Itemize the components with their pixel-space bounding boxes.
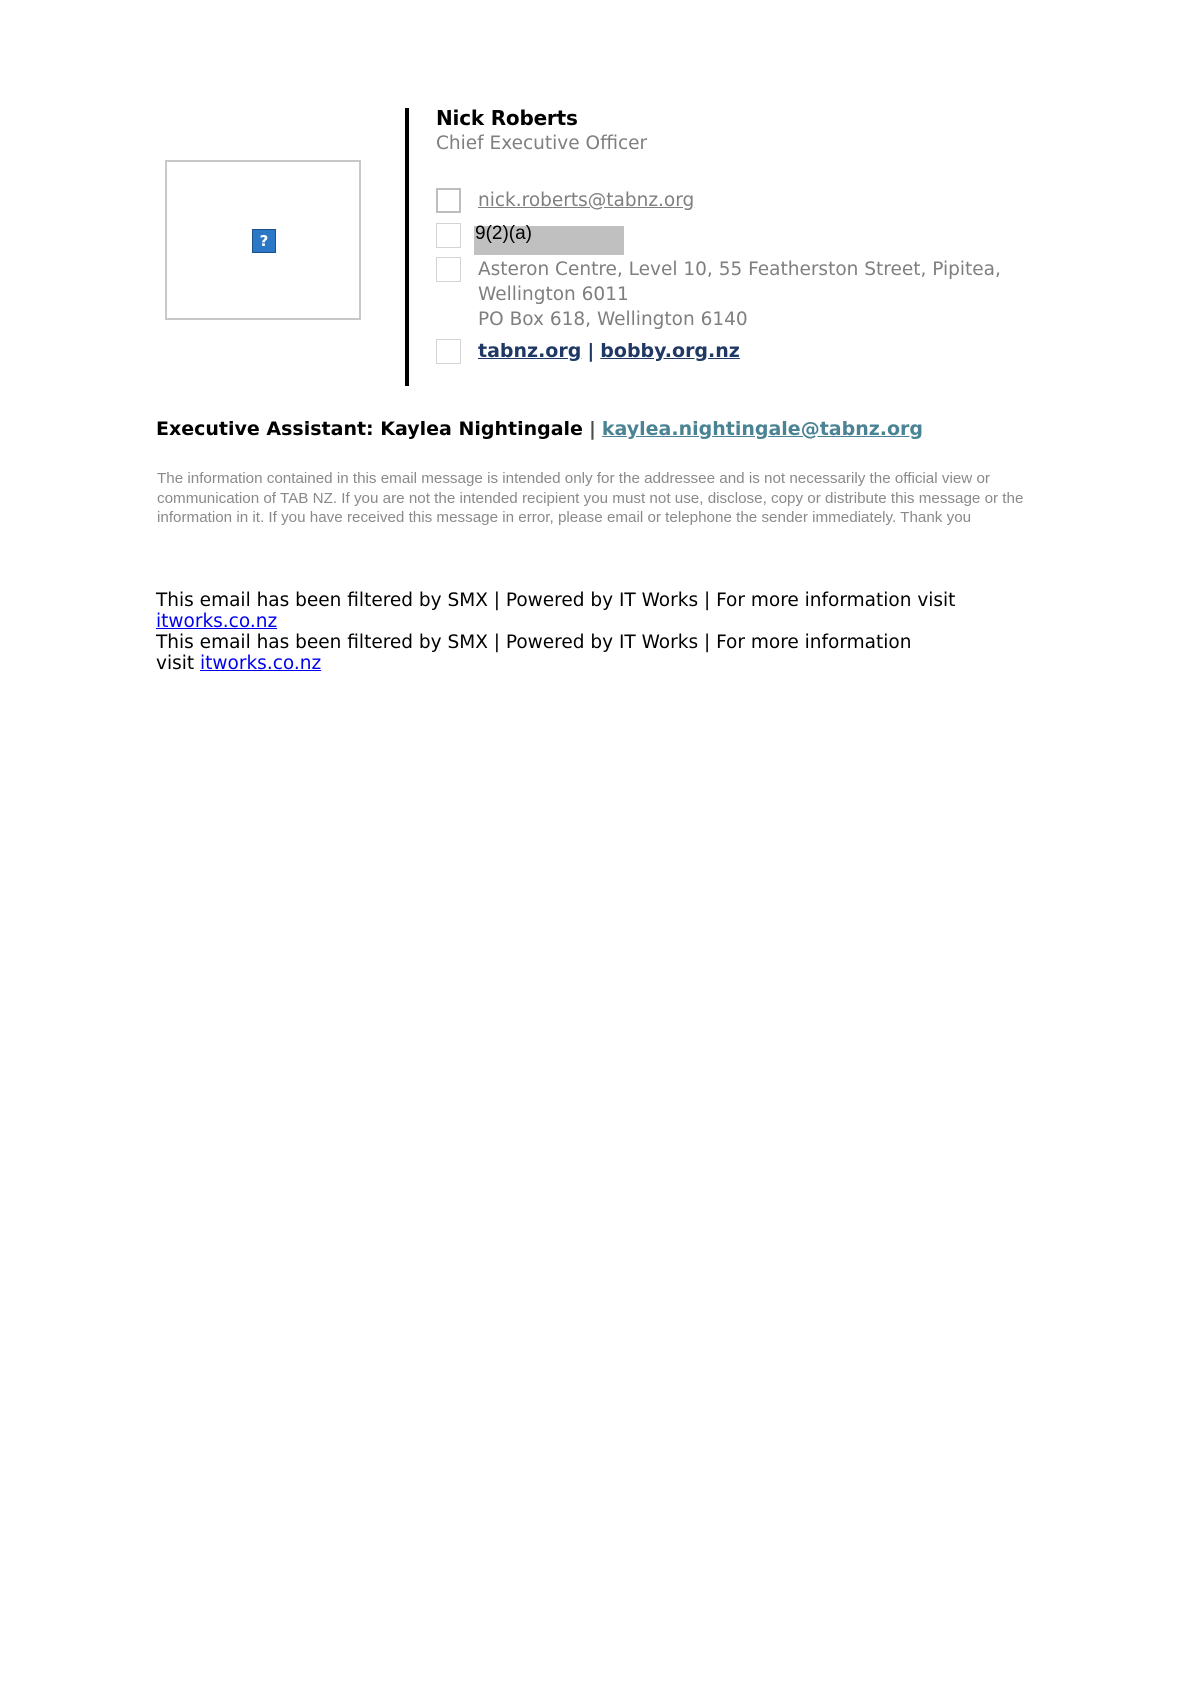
itworks-link[interactable]: itworks.co.nz [156,611,278,632]
location-icon [436,257,461,282]
signature-divider [405,108,409,386]
sender-name: Nick Roberts [436,106,578,130]
filter-notice-link-line [156,653,911,674]
executive-assistant-line [156,418,923,440]
email-icon [436,188,461,213]
itworks-link[interactable]: itworks.co.nz [200,653,322,674]
sender-email-link[interactable]: nick.roberts@tabnz.org [478,190,695,211]
broken-image-icon: ? [252,229,276,253]
disclaimer-line-2: communication of TAB NZ. If you are not the intended recipient you must not use, disclose, copy or distribute this message or the [157,489,1024,507]
web-icon [436,339,461,364]
filter-notice-text: This email has been filtered by SMX | Powered by IT Works | For more information visit [156,590,956,611]
address-line-1: Asteron Centre, Level 10, 55 Featherston Street, Pipitea, [478,259,1001,280]
assistant-separator: | [588,418,596,440]
assistant-label: Executive Assistant: Kaylea Nightingale [156,418,583,440]
website-links [478,340,740,362]
address-line-2: Wellington 6011 [478,284,629,305]
filter-notice-text: This email has been filtered by SMX | Powered by IT Works | For more information [156,632,912,653]
filter-notice-prefix: visit [156,653,201,674]
filter-notice-link-line [156,611,955,632]
disclaimer-line-1: The information contained in this email message is intended only for the addressee and is not necessarily the official view or [157,470,990,487]
redaction-label: 9(2)(a) [475,223,533,244]
website-link-tabnz[interactable]: tabnz.org [478,340,582,362]
website-separator: | [587,340,595,362]
phone-icon [436,223,461,248]
assistant-email-link[interactable]: kaylea.nightingale@tabnz.org [601,418,924,440]
filter-notice [156,632,911,674]
address-line-3: PO Box 618, Wellington 6140 [478,309,748,330]
website-link-bobby[interactable]: bobby.org.nz [600,340,740,362]
filter-notice [156,590,955,632]
sender-title: Chief Executive Officer [436,133,648,154]
confidentiality-disclaimer [157,469,1037,528]
disclaimer-line-3: information in it. If you have received this message in error, please email or telephone the sender immediately. Thank you [157,509,972,526]
sender-address [478,257,1001,332]
